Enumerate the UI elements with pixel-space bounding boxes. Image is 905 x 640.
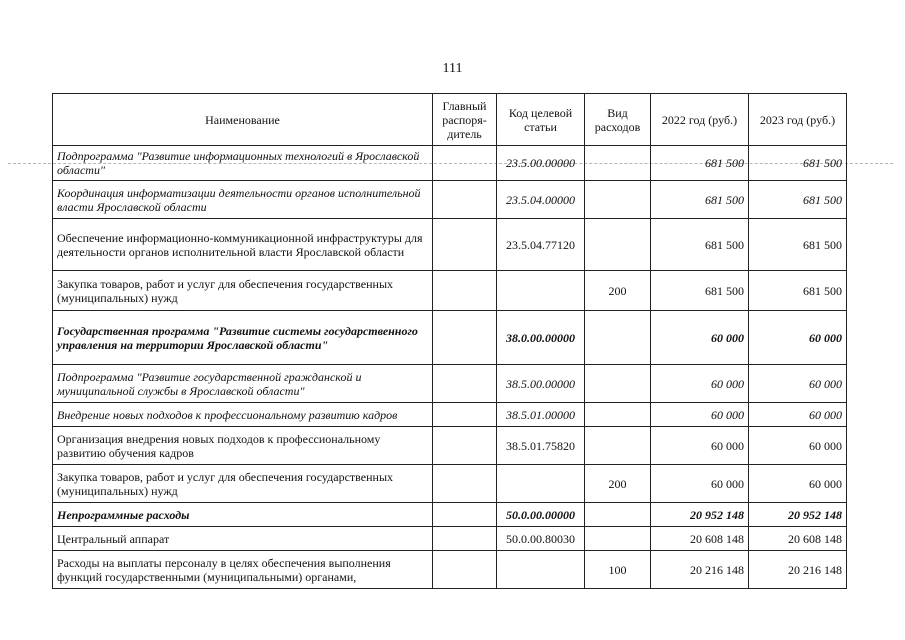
header-2022: 2022 год (руб.) bbox=[651, 94, 749, 146]
cell-2023: 60 000 bbox=[749, 311, 847, 365]
table-row bbox=[53, 403, 847, 427]
cell-admin bbox=[433, 551, 497, 589]
header-type: Вид расходов bbox=[585, 94, 651, 146]
cell-2023: 681 500 bbox=[749, 181, 847, 219]
cell-type bbox=[585, 503, 651, 527]
cell-name: Координация информатизации деятельности органов исполнительной власти Ярославской области bbox=[53, 181, 433, 219]
cell-2023: 60 000 bbox=[749, 427, 847, 465]
cell-2023: 681 500 bbox=[749, 219, 847, 271]
cell-code: 50.0.00.80030 bbox=[497, 527, 585, 551]
cell-code: 23.5.04.77120 bbox=[497, 219, 585, 271]
cell-type bbox=[585, 146, 651, 181]
cell-name: Подпрограмма "Развитие информационных технологий в Ярославской области" bbox=[53, 146, 433, 181]
cell-type bbox=[585, 181, 651, 219]
cell-name: Расходы на выплаты персоналу в целях обеспечения выполнения функций государственными (муниципальными) органами, bbox=[53, 551, 433, 589]
cell-2023: 20 952 148 bbox=[749, 503, 847, 527]
table-row bbox=[53, 427, 847, 465]
cell-2022: 681 500 bbox=[651, 146, 749, 181]
cell-admin bbox=[433, 219, 497, 271]
header-admin: Главный распоря-дитель bbox=[433, 94, 497, 146]
cell-2023: 60 000 bbox=[749, 403, 847, 427]
cell-code: 38.5.01.75820 bbox=[497, 427, 585, 465]
cell-type bbox=[585, 365, 651, 403]
table-header-row bbox=[53, 94, 847, 146]
cell-type bbox=[585, 427, 651, 465]
cell-name: Государственная программа "Развитие системы государственного управления на территории Ярославской области" bbox=[53, 311, 433, 365]
table-row bbox=[53, 527, 847, 551]
cell-2022: 60 000 bbox=[651, 365, 749, 403]
table-row bbox=[53, 551, 847, 589]
cell-2022: 20 952 148 bbox=[651, 503, 749, 527]
table-row bbox=[53, 146, 847, 181]
cell-2023: 60 000 bbox=[749, 465, 847, 503]
cell-admin bbox=[433, 146, 497, 181]
cell-type bbox=[585, 219, 651, 271]
cell-2023: 60 000 bbox=[749, 365, 847, 403]
cell-name: Закупка товаров, работ и услуг для обеспечения государственных (муниципальных) нужд bbox=[53, 465, 433, 503]
cell-code bbox=[497, 551, 585, 589]
header-code: Код целевой статьи bbox=[497, 94, 585, 146]
cell-name: Внедрение новых подходов к профессиональному развитию кадров bbox=[53, 403, 433, 427]
header-name: Наименование bbox=[53, 94, 433, 146]
cell-2022: 681 500 bbox=[651, 219, 749, 271]
cell-code bbox=[497, 465, 585, 503]
header-2023: 2023 год (руб.) bbox=[749, 94, 847, 146]
cell-type bbox=[585, 403, 651, 427]
cell-2022: 681 500 bbox=[651, 181, 749, 219]
cell-code bbox=[497, 271, 585, 311]
cell-2022: 60 000 bbox=[651, 311, 749, 365]
cell-name: Подпрограмма "Развитие государственной гражданской и муниципальной службы в Ярославской области" bbox=[53, 365, 433, 403]
cell-code: 23.5.04.00000 bbox=[497, 181, 585, 219]
table-row bbox=[53, 365, 847, 403]
cell-name: Обеспечение информационно-коммуникационной инфраструктуры для деятельности органов исполнительной власти Ярославской области bbox=[53, 219, 433, 271]
cell-admin bbox=[433, 503, 497, 527]
cell-2022: 60 000 bbox=[651, 427, 749, 465]
page-number: 111 bbox=[442, 61, 463, 76]
table-row bbox=[53, 271, 847, 311]
cell-admin bbox=[433, 465, 497, 503]
cell-2023: 681 500 bbox=[749, 146, 847, 181]
table-row bbox=[53, 465, 847, 503]
cell-2022: 20 608 148 bbox=[651, 527, 749, 551]
budget-table bbox=[52, 93, 847, 589]
cell-admin bbox=[433, 403, 497, 427]
cell-2023: 20 216 148 bbox=[749, 551, 847, 589]
cell-code: 38.5.00.00000 bbox=[497, 365, 585, 403]
cell-2022: 60 000 bbox=[651, 403, 749, 427]
cell-admin bbox=[433, 527, 497, 551]
table-row bbox=[53, 503, 847, 527]
cell-code: 50.0.00.00000 bbox=[497, 503, 585, 527]
table-row bbox=[53, 219, 847, 271]
cell-2022: 60 000 bbox=[651, 465, 749, 503]
cell-type: 100 bbox=[585, 551, 651, 589]
cell-name: Закупка товаров, работ и услуг для обеспечения государственных (муниципальных) нужд bbox=[53, 271, 433, 311]
cell-name: Непрограммные расходы bbox=[53, 503, 433, 527]
cell-admin bbox=[433, 311, 497, 365]
cell-code: 38.0.00.00000 bbox=[497, 311, 585, 365]
cell-type: 200 bbox=[585, 271, 651, 311]
cell-admin bbox=[433, 427, 497, 465]
table-row bbox=[53, 181, 847, 219]
cell-type bbox=[585, 311, 651, 365]
cell-admin bbox=[433, 271, 497, 311]
cell-2023: 681 500 bbox=[749, 271, 847, 311]
cell-admin bbox=[433, 181, 497, 219]
cell-code: 38.5.01.00000 bbox=[497, 403, 585, 427]
cell-code: 23.5.00.00000 bbox=[497, 146, 585, 181]
cell-2022: 681 500 bbox=[651, 271, 749, 311]
cell-type: 200 bbox=[585, 465, 651, 503]
table-row bbox=[53, 311, 847, 365]
cell-2023: 20 608 148 bbox=[749, 527, 847, 551]
cell-name: Организация внедрения новых подходов к профессиональному развитию обучения кадров bbox=[53, 427, 433, 465]
cell-name: Центральный аппарат bbox=[53, 527, 433, 551]
cell-type bbox=[585, 527, 651, 551]
cell-admin bbox=[433, 365, 497, 403]
cell-2022: 20 216 148 bbox=[651, 551, 749, 589]
